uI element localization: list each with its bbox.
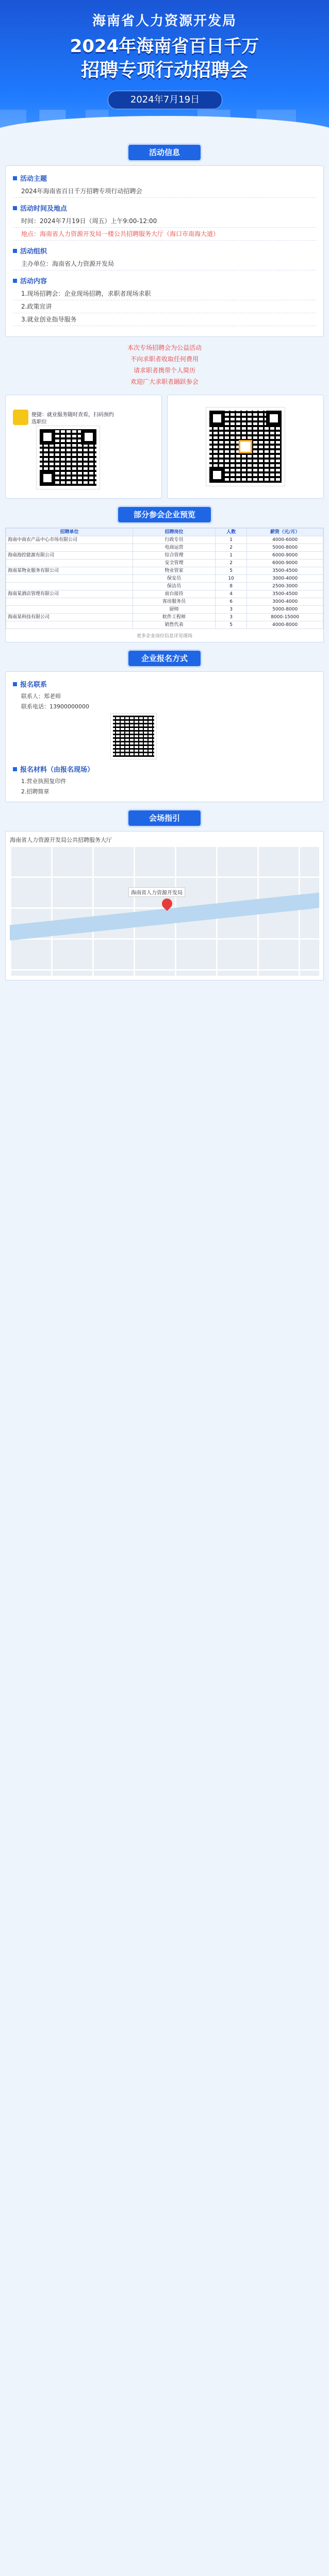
cell-company: [6, 606, 133, 614]
cell-position: 行政专员: [133, 536, 216, 544]
table-row: [6, 552, 323, 560]
section-title-activity: 活动信息: [128, 145, 201, 160]
bullet-icon: [13, 682, 17, 686]
org-text: 主办单位：海南省人力资源开发局: [13, 258, 316, 270]
cell-position: 客房服务员: [133, 598, 216, 606]
bullet-icon: [13, 249, 17, 253]
table-row: [6, 621, 323, 629]
content-label-text: 活动内容: [20, 278, 47, 285]
cell-count: 4: [215, 590, 247, 598]
header-company: 招聘单位: [6, 529, 133, 536]
cell-count: 1: [215, 552, 247, 560]
cell-salary: 3000-4000: [247, 598, 323, 606]
bullet-icon: [13, 279, 17, 283]
qr-logo-icon: [239, 440, 252, 453]
notes-label: [13, 764, 316, 774]
cell-count: 2: [215, 544, 247, 552]
table-row: [6, 614, 323, 621]
theme-label: [13, 173, 316, 183]
cell-company: 海南中商农产品中心市场有限公司: [6, 536, 133, 544]
contact-label-text: 报名联系: [20, 681, 47, 689]
section-title-jobs: 部分参会企业预览: [118, 507, 211, 522]
qr-left-title: [31, 412, 145, 426]
apply-card: [5, 671, 324, 802]
time-place-label-text: 活动时间及地点: [20, 205, 68, 213]
table-row: [6, 598, 323, 606]
bullet-icon: [13, 176, 17, 180]
table-header-row: [6, 529, 323, 536]
qr-card-right: [167, 395, 324, 499]
cell-position: 前台接待: [133, 590, 216, 598]
contact-qr-code[interactable]: [111, 714, 156, 759]
cell-position: 软件工程师: [133, 614, 216, 621]
cell-count: 6: [215, 598, 247, 606]
contact-phone[interactable]: 联系电话：13900000000: [21, 703, 89, 710]
cell-count: 10: [215, 575, 247, 583]
cell-count: 1: [215, 536, 247, 544]
qr-section: [5, 395, 324, 499]
section-title-venue: 会场指引: [128, 810, 201, 826]
cell-salary: 5000-8000: [247, 606, 323, 614]
banner-title-line1: 2024年海南省百日千万: [70, 36, 259, 57]
cell-company: [6, 575, 133, 583]
cell-company: 海南某科技有限公司: [6, 614, 133, 621]
org-block: [13, 246, 316, 270]
cell-company: 海南某物业服务有限公司: [6, 567, 133, 575]
cell-position: 物业管家: [133, 567, 216, 575]
cell-count: 8: [215, 583, 247, 590]
qr-card-left: [5, 395, 162, 499]
table-row: [6, 606, 323, 614]
notes-item: 1.营业执照复印件: [21, 778, 67, 785]
place-text: 地点：海南省人力资源开发局一楼公共招聘服务大厅（海口市南海大道）: [13, 228, 316, 241]
cell-position: 销售代表: [133, 621, 216, 629]
notes-item: 2.招聘简章: [21, 788, 50, 795]
header-count: 人数: [215, 529, 247, 536]
cell-salary: 4000-6000: [247, 536, 323, 544]
time-text: 时间：2024年7月19日（周五）上午9:00-12:00: [13, 215, 316, 228]
banner-org: 海南省人力资源开发局: [92, 13, 237, 29]
section-title-apply: 企业报名方式: [128, 651, 201, 666]
map-pin-label: 海南省人力资源开发局: [128, 887, 185, 897]
page: [0, 0, 329, 991]
bullet-icon: [13, 206, 17, 210]
venue-address: 海南省人力资源开发局公共招聘服务大厅: [10, 837, 112, 843]
cell-count: 5: [215, 621, 247, 629]
venue-map[interactable]: [10, 847, 319, 976]
table-row: [6, 544, 323, 552]
cell-company: [6, 583, 133, 590]
org-label-text: 活动组织: [20, 248, 47, 256]
cell-salary: 6000-9000: [247, 560, 323, 567]
org-label: [13, 246, 316, 256]
contact-person: 联系人：郑老师: [21, 693, 61, 700]
content-item: 1.现场招聘会：企业现场招聘，求职者现场求职: [13, 287, 316, 300]
qr-left-title-text: 便捷：就业服务随时查看，扫码预约: [31, 412, 114, 418]
header-position: 招聘岗位: [133, 529, 216, 536]
banner-title-line2: 招聘专项行动招聘会: [80, 60, 248, 81]
cell-position: 安全管理: [133, 560, 216, 567]
jobs-table: [6, 528, 323, 629]
theme-block: [13, 173, 316, 198]
qr-left-sub: 选职位: [31, 419, 47, 425]
cell-salary: 3500-4500: [247, 590, 323, 598]
theme-text: 2024年海南省百日千万招聘专项行动招聘会: [13, 185, 316, 198]
jobs-table-footer: 更多企业岗位信息详见现场: [136, 634, 192, 639]
cell-position: 保安员: [133, 575, 216, 583]
cell-salary: 3500-4500: [247, 567, 323, 575]
cell-position: 厨师: [133, 606, 216, 614]
cell-salary: 3000-4000: [247, 575, 323, 583]
content-block: [13, 276, 316, 326]
cell-position: 保洁员: [133, 583, 216, 590]
venue-card: [5, 831, 324, 980]
theme-label-text: 活动主题: [20, 175, 47, 183]
cell-company: [6, 544, 133, 552]
cell-company: [6, 560, 133, 567]
cell-count: 3: [215, 614, 247, 621]
cell-count: 2: [215, 560, 247, 567]
cell-count: 5: [215, 567, 247, 575]
jobs-table-body: [6, 536, 323, 629]
header-banner: [0, 0, 329, 137]
table-row: [6, 575, 323, 583]
cell-salary: 4000-8000: [247, 621, 323, 629]
time-place-label: [13, 203, 316, 213]
header-salary: 薪资（元/月）: [247, 529, 323, 536]
table-row: [6, 567, 323, 575]
banner-date: 2024年7月19日: [108, 91, 222, 109]
time-place-block: [13, 203, 316, 241]
notice-line: 不向求职者收取任何费用: [130, 355, 199, 363]
activity-card: [5, 165, 324, 337]
notice-line: 请求职者携带个人简历: [133, 367, 195, 374]
cell-position: 电商运营: [133, 544, 216, 552]
app-logo-icon: [13, 410, 28, 425]
table-row: [6, 536, 323, 544]
table-row: [6, 583, 323, 590]
content-item: 2.政策宣讲: [13, 300, 316, 313]
jobs-table-wrapper: [5, 528, 324, 642]
cell-salary: 5000-8000: [247, 544, 323, 552]
cell-salary: 8000-15000: [247, 614, 323, 621]
cell-company: [6, 598, 133, 606]
cell-salary: 6000-9000: [247, 552, 323, 560]
qr-code-left[interactable]: [37, 426, 100, 489]
notes-label-text: 报名材料（由报名现场）: [20, 766, 94, 774]
notice-line: 欢迎广大求职者踊跃参会: [130, 378, 199, 385]
cell-position: 综合管理: [133, 552, 216, 560]
bullet-icon: [13, 767, 17, 771]
table-row: [6, 560, 323, 567]
cell-count: 3: [215, 606, 247, 614]
cell-company: 海南海控能源有限公司: [6, 552, 133, 560]
table-row: [6, 590, 323, 598]
content-item: 3.就业创业指导服务: [13, 313, 316, 326]
cell-company: [6, 621, 133, 629]
notice-block: [5, 342, 324, 387]
content-label: [13, 276, 316, 285]
contact-label: [13, 679, 316, 689]
qr-code-right[interactable]: [206, 408, 285, 486]
cell-company: 海南某酒店管理有限公司: [6, 590, 133, 598]
cell-salary: 2500-3000: [247, 583, 323, 590]
notice-line: 本次专场招聘会为公益活动: [127, 344, 202, 351]
